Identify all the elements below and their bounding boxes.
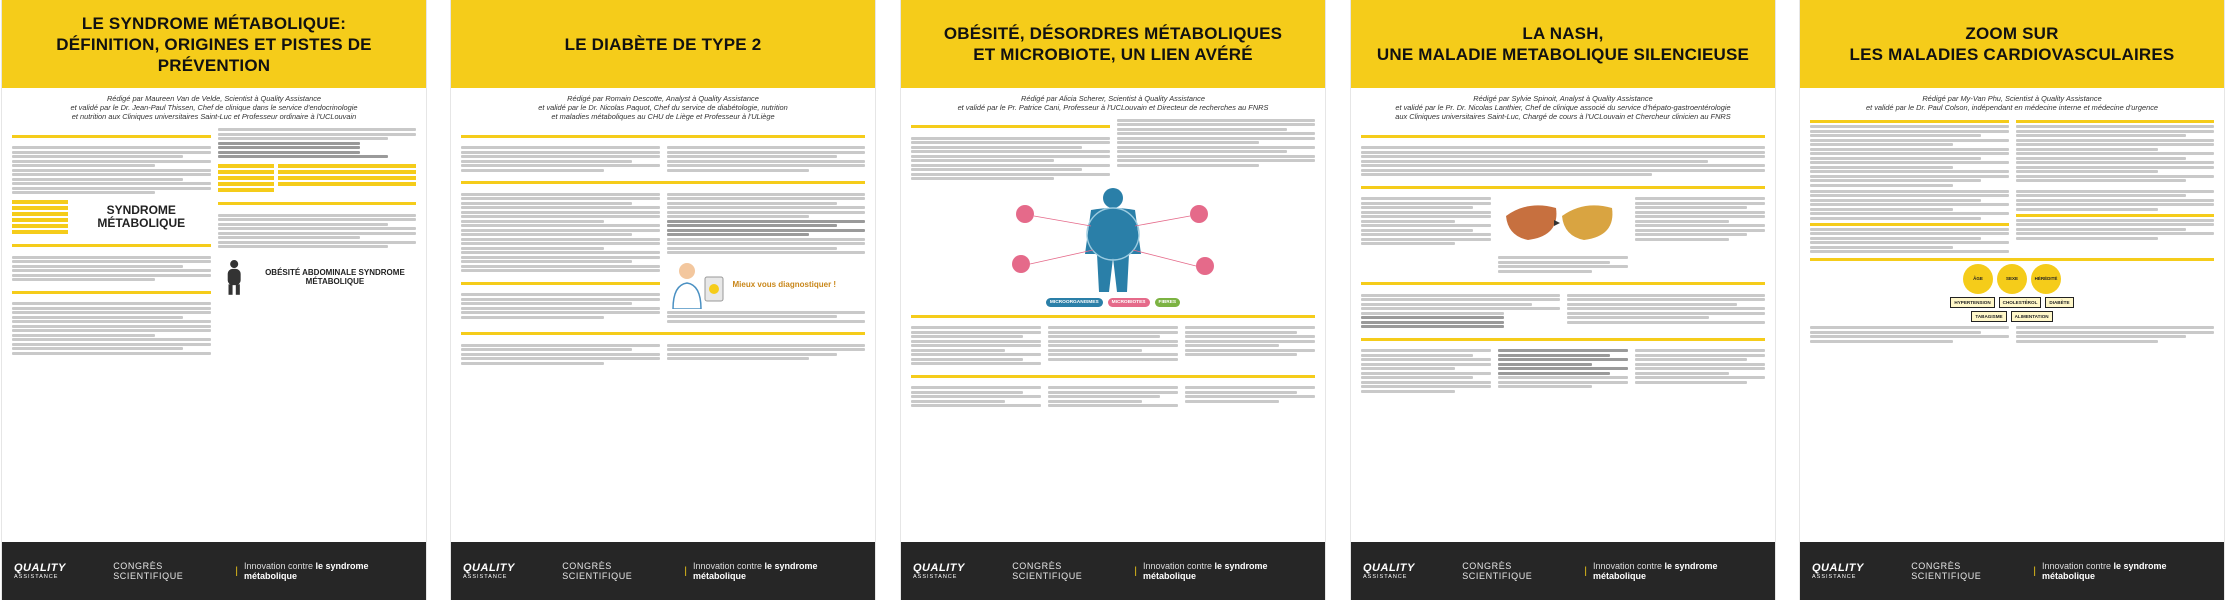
liver-progression-diagram (1498, 196, 1618, 250)
diagram-label: SYNDROME MÉTABOLIQUE (97, 203, 186, 231)
risk-box: HYPERTENSION (1950, 297, 1994, 308)
footer-congres: CONGRÈS SCIENTIFIQUE (1911, 561, 1982, 581)
human-body-diagram (963, 184, 1263, 296)
footer-separator: | (2033, 565, 2036, 577)
poster-obesite-microbiote (901, 0, 1325, 600)
poster-footer (451, 542, 875, 600)
footer-separator: | (1134, 565, 1137, 577)
footer-congres: CONGRÈS SCIENTIFIQUE (562, 561, 633, 581)
poster-body (1351, 127, 1775, 563)
poster-title: OBÉSITÉ, DÉSORDRES MÉTABOLIQUES ET MICROBIOTE, UN LIEN AVÉRÉ (943, 24, 1283, 64)
diagram-label-2: OBÉSITÉ ABDOMINALE SYNDROME MÉTABOLIQUE (265, 268, 405, 287)
risk-box: ALIMENTATION (2011, 311, 2053, 322)
poster-title: ZOOM SUR LES MALADIES CARDIOVASCULAIRES (1849, 24, 2175, 64)
poster-byline: Rédigé par My-Van Phu, Scientist à Quality Assistance et validé par le Dr. Paul Colson, indépendant en médecine interne et médecine d'urgence (1865, 94, 2159, 113)
poster-title: LE SYNDROME MÉTABOLIQUE: DÉFINITION, ORIGINES ET PISTES DE PRÉVENTION (56, 13, 372, 75)
poster-footer (901, 542, 1325, 600)
risk-circle: ÂGE (1963, 264, 1993, 294)
section-header (12, 135, 211, 138)
poster-footer (2, 542, 426, 600)
risk-factor-boxes (1810, 297, 2214, 308)
poster-banner (1800, 0, 2224, 88)
risk-box: CHOLESTÉROL (1999, 297, 2042, 308)
footer-tagline: Innovation contre le syndrome métabolique (2041, 561, 2167, 581)
risk-box: TABAGISME (1971, 311, 2006, 322)
poster-banner (451, 0, 875, 88)
legend-pill: MICROBIOTES (1108, 298, 1150, 307)
poster-footer (1351, 542, 1775, 600)
poster-byline: Rédigé par Romain Descotte, Analyst à Quality Assistance et validé par le Dr. Nicolas Paquot, Chef du service de diabétologie, nutrition et maladies métaboliques au CHU de Liège et Professeur à l'ULiège (538, 94, 788, 122)
poster-footer (1800, 542, 2224, 600)
footer-tagline: Innovation contre le syndrome métabolique (243, 561, 369, 581)
poster-body (451, 127, 875, 563)
risk-factor-circles (1810, 264, 2214, 294)
poster-banner (901, 0, 1325, 88)
quality-assistance-logo: QUALITY ASSISTANCE (463, 562, 515, 580)
footer-separator: | (684, 565, 687, 577)
doctor-illustration-icon (667, 259, 727, 309)
legend-pill: MICROORGANISMES (1046, 298, 1103, 307)
body-silhouette-icon (218, 254, 250, 300)
diagram-obesite (218, 162, 417, 194)
footer-separator: | (235, 565, 238, 577)
footer-congres: CONGRÈS SCIENTIFIQUE (1012, 561, 1083, 581)
poster-byline: Rédigé par Sylvie Spinoit, Analyst à Quality Assistance et validé par le Pr. Dr. Nicolas Lanthier, Chef de clinique associé du service d'hépato-gastroentérologie aux Cliniques universitaires Saint-Luc, Chargé de cours à l'UCLouvain et Chercheur clinicien au FNRS (1395, 94, 1731, 122)
poster-title: LE DIABÈTE DE TYPE 2 (564, 34, 762, 54)
footer-tagline: Innovation contre le syndrome métabolique (1142, 561, 1268, 581)
footer-separator: | (1584, 565, 1587, 577)
poster-maladies-cardiovasculaires (1800, 0, 2224, 600)
quality-assistance-logo: QUALITY ASSISTANCE (1812, 562, 1864, 580)
poster-banner (2, 0, 426, 88)
quality-assistance-logo: QUALITY ASSISTANCE (913, 562, 965, 580)
quality-assistance-logo: QUALITY ASSISTANCE (14, 562, 66, 580)
poster-body (1800, 117, 2224, 553)
footer-tagline: Innovation contre le syndrome métabolique (692, 561, 818, 581)
risk-factor-boxes (1810, 311, 2214, 322)
poster-body (901, 117, 1325, 553)
footer-congres: CONGRÈS SCIENTIFIQUE (113, 561, 184, 581)
diagram-syndrome (12, 198, 211, 236)
poster-title: LA NASH, UNE MALADIE METABOLIQUE SILENCIEUSE (1376, 24, 1750, 64)
poster-byline: Rédigé par Maureen Van de Velde, Scientist à Quality Assistance et validé par le Dr. Jean-Paul Thissen, Chef de clinique dans le service d'endocrinologie et nutrition aux Cliniques universitaires Saint-Luc et Professeur ordinaire à l'UCLouvain (70, 94, 358, 122)
poster-byline: Rédigé par Alicia Scherer, Scientist à Quality Assistance et validé par le Pr. Patrice Cani, Professeur à l'UCLouvain et Directeur de recherches au FNRS (957, 94, 1269, 113)
poster-banner (1351, 0, 1775, 88)
callout-text: Mieux vous diagnostiquer ! (732, 279, 837, 289)
risk-circle: SEXE (1997, 264, 2027, 294)
poster-syndrome-metabolique (2, 0, 426, 600)
poster-body (2, 127, 426, 563)
footer-tagline: Innovation contre le syndrome métabolique (1592, 561, 1718, 581)
legend-pill: FIBRES (1155, 298, 1181, 307)
quality-assistance-logo: QUALITY ASSISTANCE (1363, 562, 1415, 580)
risk-circle: HÉRÉDITÉ (2031, 264, 2061, 294)
poster-nash (1351, 0, 1775, 600)
risk-box: DIABÈTE (2045, 297, 2073, 308)
poster-diabete-type-2 (451, 0, 875, 600)
diagram-legend (911, 298, 1315, 307)
footer-congres: CONGRÈS SCIENTIFIQUE (1462, 561, 1533, 581)
